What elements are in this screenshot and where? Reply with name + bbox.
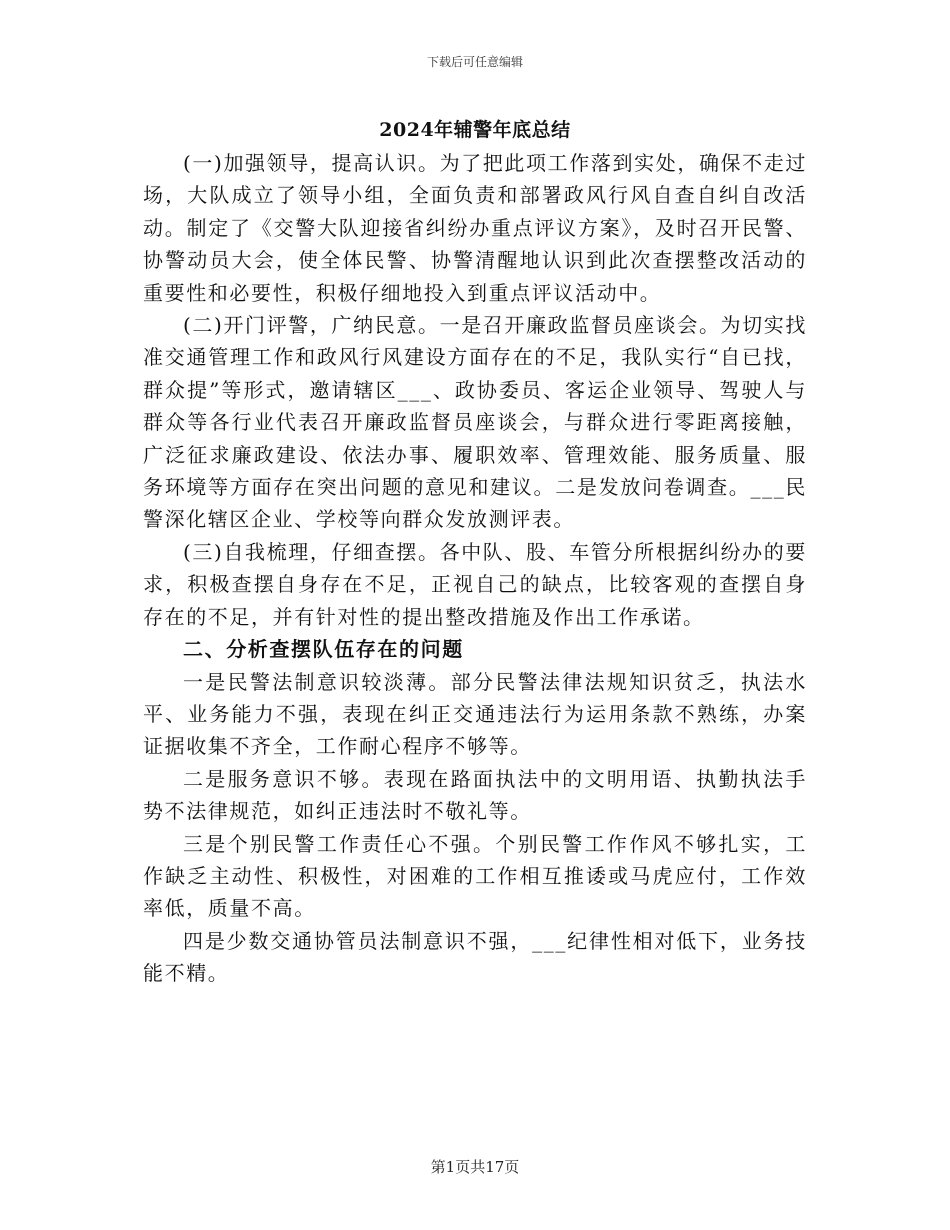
document-body [143, 147, 807, 990]
paragraph-self-review: (三)自我梳理，仔细查摆。各中队、股、车管分所根据纠纷办的要求，积极查摆自身存在不足，正视自己的缺点，比较客观的查摆自身存在的不足，并有针对性的提出整改措施及作出工作承诺。 [143, 539, 807, 629]
section-heading-problems: 二、分析查摆队伍存在的问题 [183, 637, 464, 662]
header-note: 下载后可任意编辑 [426, 55, 523, 69]
paragraph-problem-2: 二是服务意识不够。表现在路面执法中的文明用语、执勤执法手势不法律规范，如纠正违法时不敬礼等。 [143, 766, 807, 824]
paragraph-problem-3: 三是个别民警工作责任心不强。个别民警工作作风不够扎实，工作缺乏主动性、积极性，对困难的工作相互推诿或马虎应付，工作效率低，质量不高。 [143, 831, 807, 921]
page-number: 第1页共17页 [430, 1158, 520, 1176]
paragraph-problem-4: 四是少数交通协管员法制意识不强，___纪律性相对低下，业务技能不精。 [143, 928, 807, 986]
paragraph-open-review: (二)开门评警，广纳民意。一是召开廉政监督员座谈会。为切实找准交通管理工作和政风行风建设方面存在的不足，我队实行“自已找，群众提”等形式，邀请辖区___、政协委员、客运企业领导、驾驶人与群众等各行业代表召开廉政监督员座谈会，与群众进行零距离接触，广泛征求廉政建设、依法办事、履职效率、管理效能、服务质量、服务环境等方面存在突出问题的意见和建议。二是发放问卷调查。___民警深化辖区企业、学校等向群众发放测评表。 [143, 313, 807, 532]
paragraph-leadership: (一)加强领导，提高认识。为了把此项工作落到实处，确保不走过场，大队成立了领导小组，全面负责和部署政风行风自查自纠自改活动。制定了《交警大队迎接省纠纷办重点评议方案》，及时召开民警、协警动员大会，使全体民警、协警清醒地认识到此次查摆整改活动的重要性和必要性，积极仔细地投入到重点评议活动中。 [143, 151, 807, 305]
document-title: 2024年辅警年底总结 [379, 119, 571, 141]
paragraph-problem-1: 一是民警法制意识较淡薄。部分民警法律法规知识贫乏，执法水平、业务能力不强，表现在纠正交通违法行为运用条款不熟练，办案证据收集不齐全，工作耐心程序不够等。 [143, 669, 807, 759]
